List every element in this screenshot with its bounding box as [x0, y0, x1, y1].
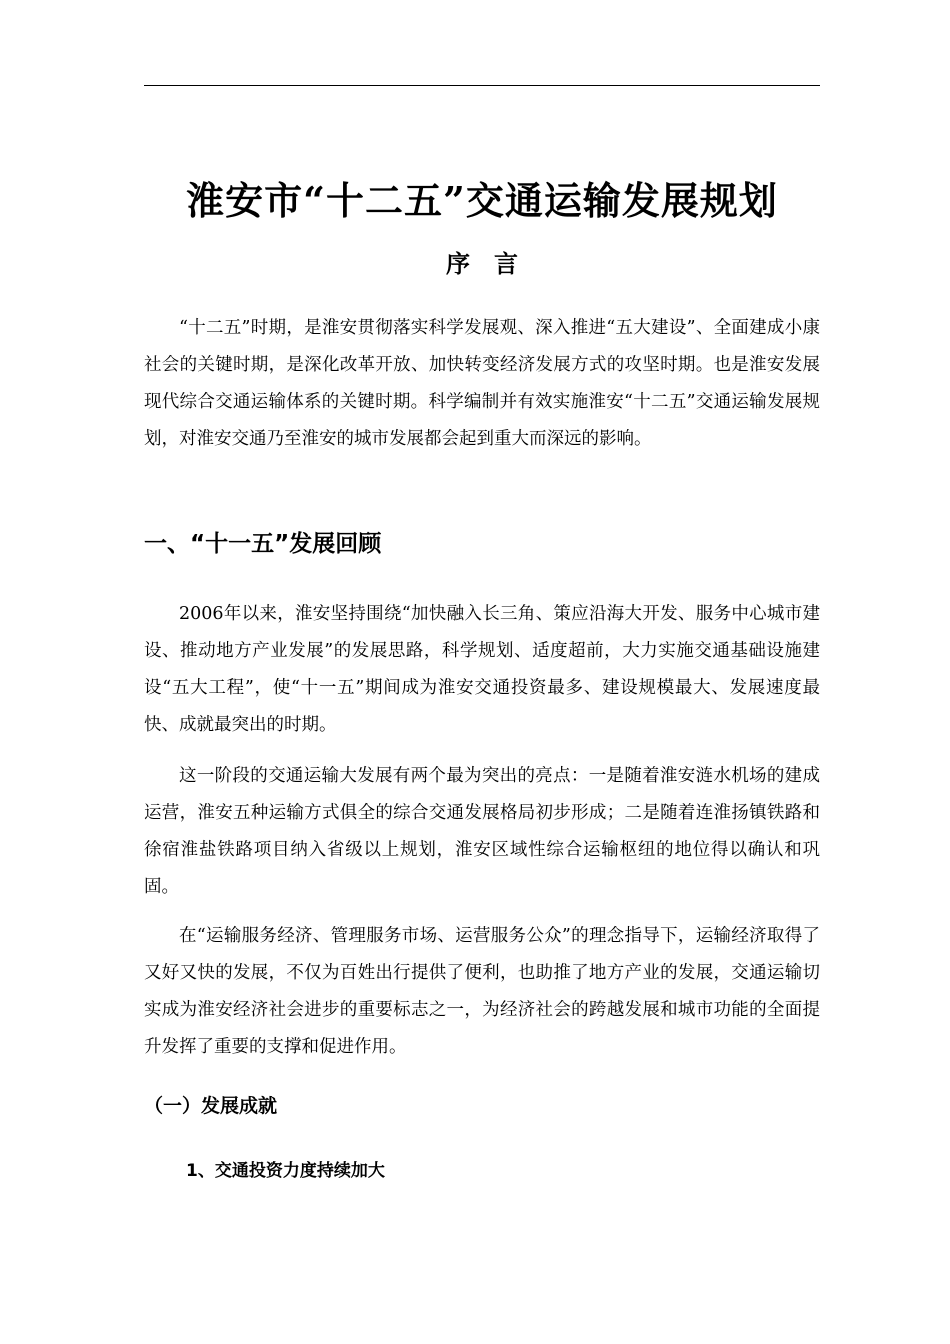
body-paragraph: 在“运输服务经济、管理服务市场、运营服务公众”的理念指导下，运输经济取得了又好又快的发展，不仅为百姓出行提供了便利，也助推了地方产业的发展，交通运输切实成为淮安经济社会进步的重要标志之一，为经济社会的跨越发展和城市功能的全面提升发挥了重要的支撑和促进作用。 [144, 926, 820, 1057]
header-rule [144, 85, 820, 86]
preface-heading: 序 言 [446, 250, 518, 278]
body-paragraph: 2006年以来，淮安坚持围绕“加快融入长三角、策应沿海大开发、服务中心城市建设、推动地方产业发展”的发展思路，科学规划、适度超前，大力实施交通基础设施建设“五大工程”，使“十一五”期间成为淮安交通投资最多、建设规模最大、发展速度最快、成就最突出的时期。 [144, 604, 820, 735]
item-heading: 1、交通投资力度持续加大 [186, 1161, 385, 1181]
subsection-heading: （一）发展成就 [144, 1095, 278, 1117]
document-title: 淮安市“十二五”交通运输发展规划 [186, 178, 778, 223]
preface-paragraph: “十二五”时期，是淮安贯彻落实科学发展观、深入推进“五大建设”、全面建成小康社会的关键时期，是深化改革开放、加快转变经济发展方式的攻坚时期。也是淮安发展现代综合交通运输体系的关键时期。科学编制并有效实施淮安“十二五”交通运输发展规划，对淮安交通乃至淮安的城市发展都会起到重大而深远的影响。 [144, 318, 820, 449]
section-heading: 一、“十一五”发展回顾 [144, 531, 382, 557]
body-paragraph: 这一阶段的交通运输大发展有两个最为突出的亮点：一是随着淮安涟水机场的建成运营，淮安五种运输方式俱全的综合交通发展格局初步形成；二是随着连淮扬镇铁路和徐宿淮盐铁路项目纳入省级以上规划，淮安区域性综合运输枢纽的地位得以确认和巩固。 [144, 766, 820, 897]
